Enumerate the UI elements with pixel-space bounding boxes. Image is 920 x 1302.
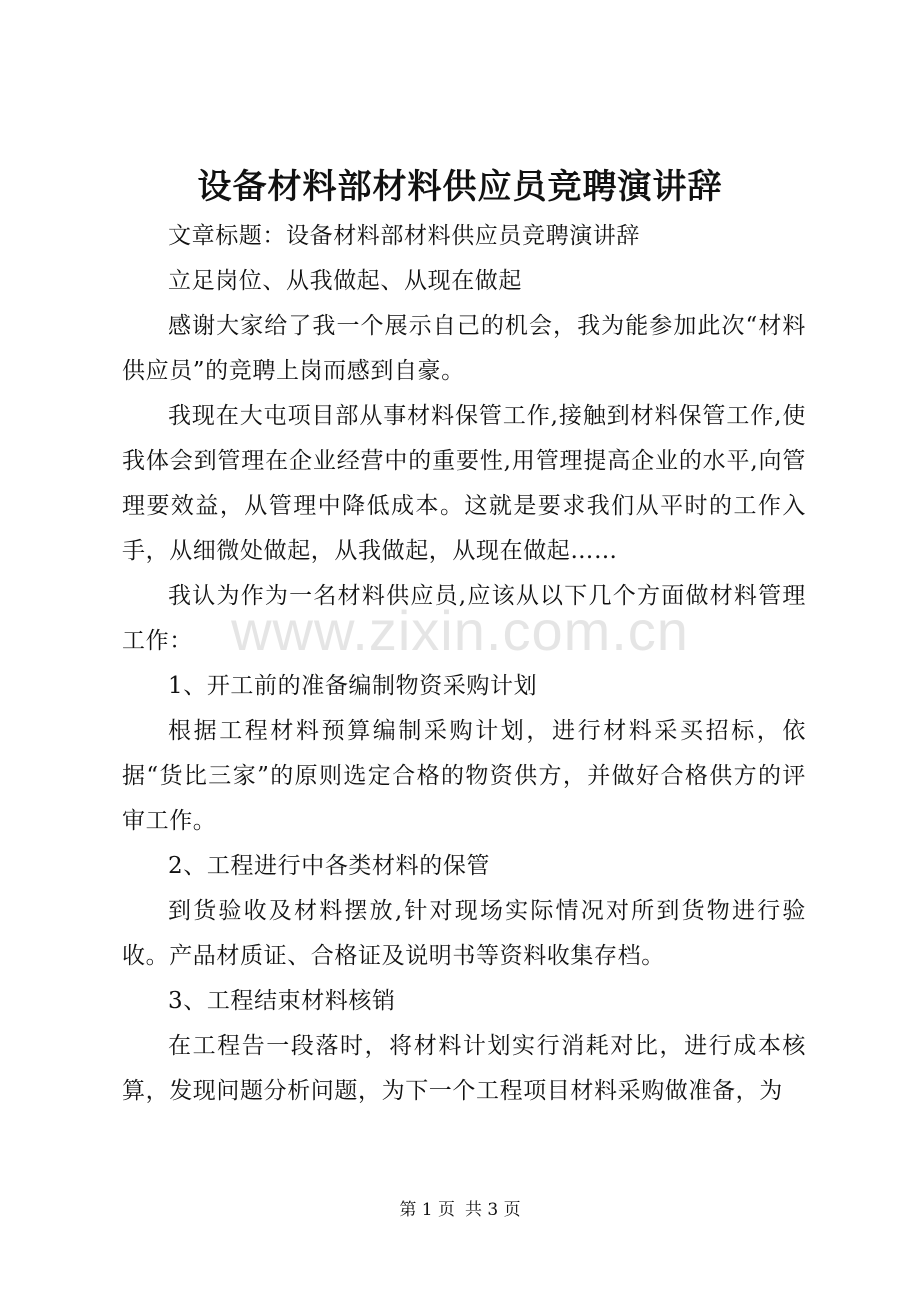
- watermark: www.zixin.com.cn: [231, 599, 689, 662]
- section-heading-3: 3、工程结束材料核销: [168, 988, 396, 1014]
- paragraph-slogan: 立足岗位、从我做起、从现在做起: [168, 268, 522, 294]
- paragraph-article-title: 文章标题：设备材料部材料供应员竞聘演讲辞: [168, 223, 640, 249]
- paragraph-section-3: 在工程告一段落时，将材料计划实行消耗对比，进行成本核算，发现问题分析问题，为下一个工程项目材料采购做准备，为: [122, 1033, 806, 1104]
- document-body: [122, 214, 806, 1114]
- paragraph-section-2: 到货验收及材料摆放,针对现场实际情况对所到货物进行验收。产品材质证、合格证及说明书等资料收集存档。: [122, 898, 806, 969]
- page-total: 共 3 页: [465, 1200, 521, 1220]
- page-number: 第 1 页: [399, 1200, 455, 1220]
- section-heading-2: 2、工程进行中各类材料的保管: [168, 853, 491, 879]
- paragraph-section-1: 根据工程材料预算编制采购计划，进行材料采买招标，依据“货比三家”的原则选定合格的物资供方，并做好合格供方的评审工作。: [122, 718, 806, 834]
- document-title: 设备材料部材料供应员竞聘演讲辞: [197, 167, 723, 207]
- section-heading-1: 1、开工前的准备编制物资采购计划: [168, 673, 538, 699]
- paragraph-thanks: 感谢大家给了我一个展示自己的机会，我为能参加此次“材料供应员”的竞聘上岗而感到自豪。: [122, 313, 806, 384]
- page-footer: [0, 1198, 920, 1222]
- paragraph-current-work: 我现在大屯项目部从事材料保管工作,接触到材料保管工作,使我体会到管理在企业经营中的重要性,用管理提高企业的水平,向管理要效益，从管理中降低成本。这就是要求我们从平时的工作入手，从细微处做起，从我做起，从现在做起……: [122, 403, 806, 564]
- paragraph-intro-plan: 我认为作为一名材料供应员,应该从以下几个方面做材料管理工作：: [122, 583, 806, 654]
